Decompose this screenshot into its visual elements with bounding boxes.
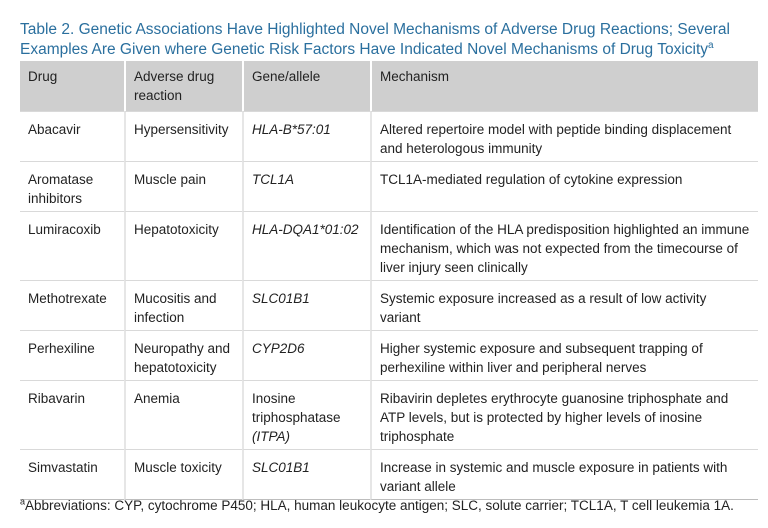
header-gene-allele: Gene/allele xyxy=(242,61,370,111)
table-caption-text: Table 2. Genetic Associations Have Highlighted Novel Mechanisms of Adverse Drug Reactions; Several Examples Are Given where Genetic Risk Factors Have Indicated Novel Mechanisms of Drug Toxicity xyxy=(20,21,730,58)
cell-gene xyxy=(242,449,370,500)
cell-reaction: Hepatotoxicity xyxy=(124,211,242,280)
header-mechanism: Mechanism xyxy=(370,61,758,111)
cell-drug: Methotrexate xyxy=(20,280,124,330)
cell-drug: Lumiracoxib xyxy=(20,211,124,280)
header-adverse-reaction: Adverse drug reaction xyxy=(124,61,242,111)
table-row xyxy=(20,330,758,380)
cell-gene xyxy=(242,161,370,211)
cell-reaction: Anemia xyxy=(124,380,242,449)
cell-gene xyxy=(242,380,370,449)
cell-mechanism: Higher systemic exposure and subsequent trapping of perhexiline within liver and peripheral nerves xyxy=(370,330,758,380)
cell-gene xyxy=(242,211,370,280)
cell-reaction: Muscle pain xyxy=(124,161,242,211)
gene-name: SLC01B1 xyxy=(252,291,310,306)
caption-footnote-marker: a xyxy=(708,39,714,51)
cell-drug: Simvastatin xyxy=(20,449,124,500)
table-row xyxy=(20,161,758,211)
cell-mechanism: Systemic exposure increased as a result of low activity variant xyxy=(370,280,758,330)
table-header-row xyxy=(20,61,758,111)
cell-gene xyxy=(242,330,370,380)
cell-drug: Ribavarin xyxy=(20,380,124,449)
table-row xyxy=(20,280,758,330)
footnote-marker: a xyxy=(20,496,26,507)
footnote-text: Abbreviations: CYP, cytochrome P450; HLA, human leukocyte antigen; SLC, solute carrier; TCL1A, T cell leukemia 1A. xyxy=(25,498,734,513)
cell-mechanism: Increase in systemic and muscle exposure in patients with variant allele xyxy=(370,449,758,500)
header-drug: Drug xyxy=(20,61,124,111)
cell-mechanism: Identification of the HLA predisposition highlighted an immune mechanism, which was not expected from the timecourse of liver injury seen clinically xyxy=(370,211,758,280)
cell-gene xyxy=(242,111,370,161)
cell-mechanism: Ribavirin depletes erythrocyte guanosine triphosphate and ATP levels, but is protected by higher levels of inosine triphosphate xyxy=(370,380,758,449)
gene-name: SLC01B1 xyxy=(252,460,310,475)
cell-gene xyxy=(242,280,370,330)
gene-name: HLA-B*57:01 xyxy=(252,122,331,137)
cell-reaction: Mucositis and infection xyxy=(124,280,242,330)
table-caption xyxy=(20,20,760,60)
cell-mechanism: Altered repertoire model with peptide binding displacement and heterologous immunity xyxy=(370,111,758,161)
adverse-reactions-table xyxy=(20,61,758,500)
table-footnote xyxy=(20,497,760,515)
table-row xyxy=(20,380,758,449)
gene-name: HLA-DQA1*01:02 xyxy=(252,222,359,237)
gene-name: CYP2D6 xyxy=(252,341,305,356)
gene-name: (ITPA) xyxy=(252,429,290,444)
table-row xyxy=(20,211,758,280)
cell-drug: Abacavir xyxy=(20,111,124,161)
cell-reaction: Hypersensitivity xyxy=(124,111,242,161)
cell-drug: Perhexiline xyxy=(20,330,124,380)
cell-drug: Aromatase inhibitors xyxy=(20,161,124,211)
cell-reaction: Neuropathy and hepatotoxicity xyxy=(124,330,242,380)
gene-full-name: Inosine triphosphatase xyxy=(252,391,341,425)
table-row xyxy=(20,111,758,161)
cell-mechanism: TCL1A-mediated regulation of cytokine expression xyxy=(370,161,758,211)
table-row xyxy=(20,449,758,500)
gene-name: TCL1A xyxy=(252,172,295,187)
cell-reaction: Muscle toxicity xyxy=(124,449,242,500)
